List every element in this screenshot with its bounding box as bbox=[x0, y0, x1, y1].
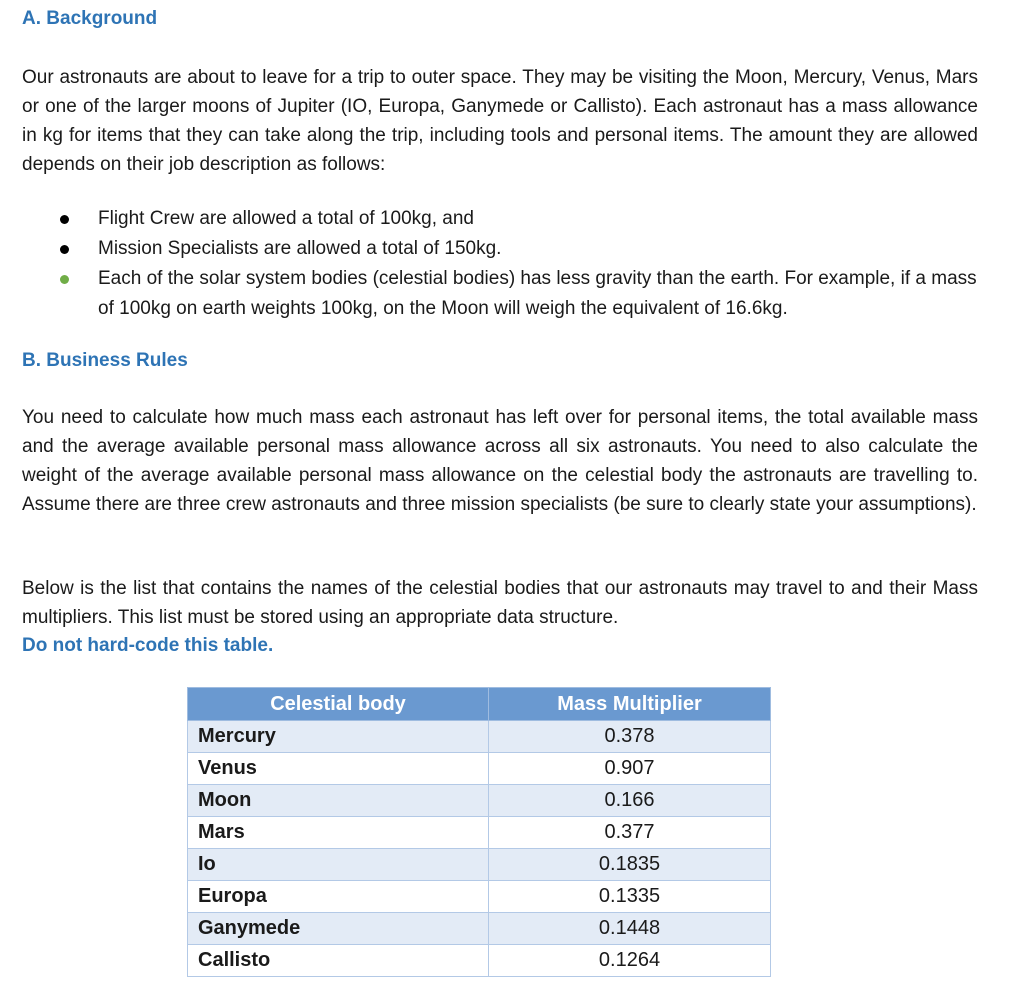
section-b-heading: B. Business Rules bbox=[22, 350, 188, 371]
bullet-text: Each of the solar system bodies (celestial bodies) has less gravity than the earth. For example, if a mass of 100kg on earth weights 100kg, on the Moon will weigh the equivalent of 16.6kg. bbox=[98, 268, 977, 319]
table-row bbox=[188, 913, 771, 945]
section-a-heading: A. Background bbox=[22, 8, 158, 29]
business-rules-paragraph bbox=[22, 403, 978, 519]
column-header-mass-multiplier: Mass Multiplier bbox=[489, 688, 771, 721]
mass-multiplier-value: 0.166 bbox=[489, 785, 771, 817]
bullet-icon bbox=[60, 215, 69, 224]
mass-multiplier-value: 0.1335 bbox=[489, 881, 771, 913]
mass-multiplier-value: 0.378 bbox=[489, 721, 771, 753]
celestial-body-name: Moon bbox=[188, 785, 489, 817]
table-row bbox=[188, 817, 771, 849]
background-text: Our astronauts are about to leave for a trip to outer space. They may be visiting the Moon, Mercury, Venus, Mars or one of the larger moons of Jupiter (IO, Europa, Ganymede or Callisto). Each astronaut has a mass allowance in kg for items that they can take along the trip, including tools and personal items. The amount they are allowed depends on their job description as follows: bbox=[22, 67, 978, 175]
background-paragraph bbox=[22, 63, 978, 179]
bullet-text: Mission Specialists are allowed a total of 150kg. bbox=[98, 238, 502, 259]
hard-code-note: Do not hard-code this table. bbox=[22, 635, 274, 656]
bullet-icon bbox=[60, 245, 69, 254]
bullet-item-gravity bbox=[22, 264, 982, 324]
table-row bbox=[188, 881, 771, 913]
celestial-list-paragraph bbox=[22, 574, 978, 632]
mass-multiplier-value: 0.1448 bbox=[489, 913, 771, 945]
bullet-item-flight-crew bbox=[22, 204, 982, 234]
table-row bbox=[188, 849, 771, 881]
celestial-body-name: Io bbox=[188, 849, 489, 881]
mass-multiplier-value: 0.907 bbox=[489, 753, 771, 785]
table-header-row bbox=[188, 688, 771, 721]
celestial-body-name: Venus bbox=[188, 753, 489, 785]
table-row bbox=[188, 945, 771, 977]
mass-multiplier-value: 0.1264 bbox=[489, 945, 771, 977]
mass-multiplier-value: 0.377 bbox=[489, 817, 771, 849]
celestial-body-name: Mars bbox=[188, 817, 489, 849]
celestial-body-name: Ganymede bbox=[188, 913, 489, 945]
allowance-bullet-list bbox=[22, 204, 982, 324]
celestial-body-name: Europa bbox=[188, 881, 489, 913]
celestial-body-table bbox=[187, 687, 771, 977]
bullet-icon bbox=[60, 275, 69, 284]
celestial-body-name: Mercury bbox=[188, 721, 489, 753]
table-row bbox=[188, 753, 771, 785]
business-rules-text: You need to calculate how much mass each astronaut has left over for personal items, the total available mass and the average available personal mass allowance across all six astronauts. You need to also calculate the weight of the average available personal mass allowance on the celestial body the astronauts are travelling to. Assume there are three crew astronauts and three mission specialists (be sure to clearly state your assumptions). bbox=[22, 407, 978, 515]
column-header-celestial-body: Celestial body bbox=[188, 688, 489, 721]
table-row bbox=[188, 721, 771, 753]
table-row bbox=[188, 785, 771, 817]
mass-multiplier-value: 0.1835 bbox=[489, 849, 771, 881]
celestial-body-name: Callisto bbox=[188, 945, 489, 977]
bullet-item-mission-specialists bbox=[22, 234, 982, 264]
celestial-list-text: Below is the list that contains the names of the celestial bodies that our astronauts may travel to and their Mass multipliers. This list must be stored using an appropriate data structure. bbox=[22, 578, 978, 628]
bullet-text: Flight Crew are allowed a total of 100kg, and bbox=[98, 208, 474, 229]
